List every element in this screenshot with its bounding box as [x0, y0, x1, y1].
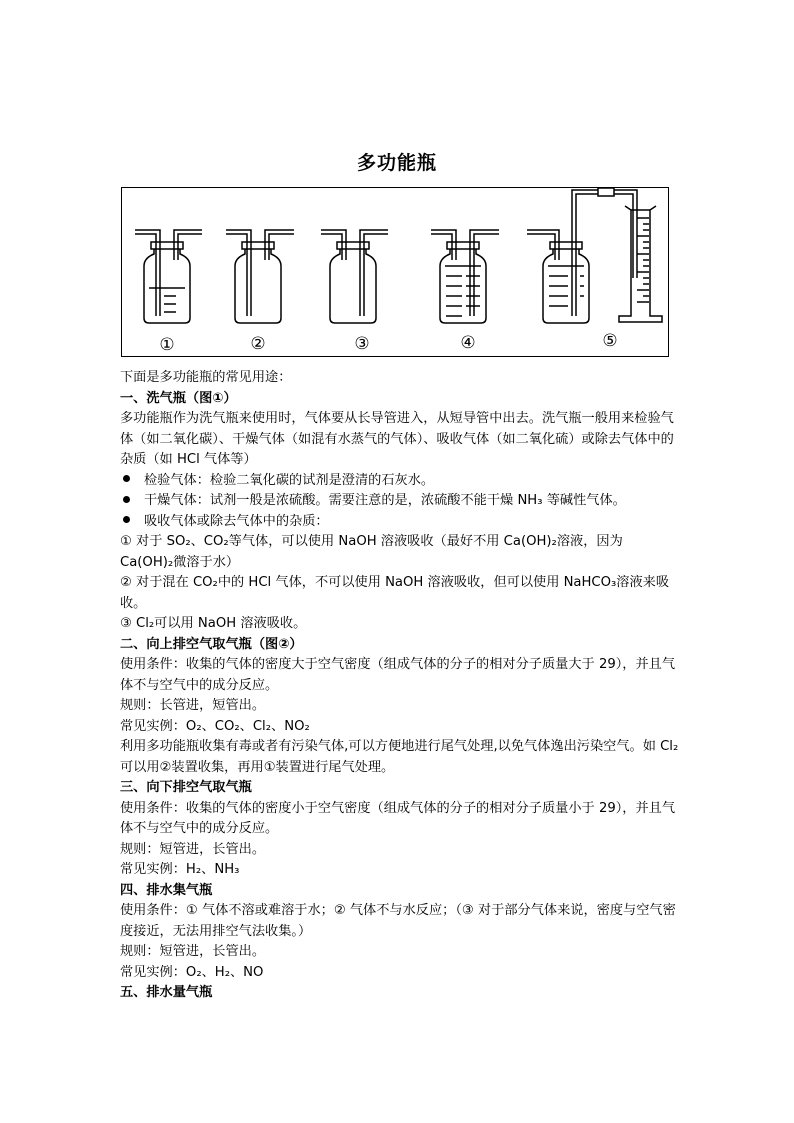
numbered-item-2: ② 对于混在 CO₂中的 HCl 气体，不可以使用 NaOH 溶液吸收，但可以使用 NaHCO₃溶液来吸收。: [120, 575, 670, 611]
section-1-paragraph: 多功能瓶作为洗气瓶来使用时，气体要从长导管进入，从短导管中出去。洗气瓶一般用来检验气体（如二氧化碳）、干燥气体（如混有水蒸气的气体）、吸收气体（如二氧化硫）或除去气体中的杂质（如 HCl 气体等）: [120, 411, 674, 467]
bottle-1: [135, 230, 202, 323]
section-5-heading: 五、排水量气瓶: [120, 985, 213, 1000]
bullet-icon: [123, 475, 130, 482]
intro: 下面是多功能瓶的常见用途：: [120, 370, 292, 385]
bullet-item: [120, 512, 680, 533]
figure-label-2: ②: [250, 334, 266, 354]
section-1-heading: 一、洗气瓶（图①）: [120, 390, 237, 406]
section-2-examples: 常见实例：O₂、CO₂、Cl₂、NO₂: [120, 718, 310, 734]
section-4-rule: 规则：短管进，长管出。: [120, 944, 266, 959]
bottle-figure: [121, 187, 669, 357]
bullet-item: [120, 491, 680, 512]
numbered-item-1: ① 对于 SO₂、CO₂等气体，可以使用 NaOH 溶液吸收（最好不用 Ca(OH)₂溶液，因为 Ca(OH)₂微溶于水）: [120, 534, 623, 570]
section-4-examples: 常见实例：O₂、H₂、NO: [120, 964, 264, 980]
section-2-note: 利用多功能瓶收集有毒或者有污染气体,可以方便地进行尾气处理,以免气体逸出污染空气。如 Cl₂可以用②装置收集，再用①装置进行尾气处理。: [120, 739, 679, 775]
section-3-condition: 使用条件：收集的气体的密度小于空气密度（组成气体的分子的相对分子质量小于 29），并且气体不与空气中的成分反应。: [120, 800, 676, 836]
section-4-condition: 使用条件：① 气体不溶或难溶于水；② 气体不与水反应；（③ 对于部分气体来说，密度与空气密度接近，无法用排空气法收集。）: [120, 903, 676, 939]
page-title: 多功能瓶: [356, 152, 437, 174]
figure-label-3: ③: [354, 334, 370, 354]
bullet-item: [120, 471, 680, 492]
section-3-heading: 三、向下排空气取气瓶: [120, 780, 252, 795]
section-2-rule: 规则：长管进，短管出。: [120, 698, 266, 713]
section-4-heading: 四、排水集气瓶: [120, 882, 213, 898]
bottles-diagram: [122, 188, 668, 356]
figure-label-1: ①: [159, 335, 175, 355]
body-text: [120, 368, 680, 1004]
figure-label-4: ④: [460, 333, 476, 353]
bullet-text: 干燥气体：试剂一般是浓硫酸。需要注意的是，浓硫酸不能干燥 NH₃ 等碱性气体。: [144, 493, 626, 508]
graduated-cylinder: [619, 206, 662, 322]
bullet-text: 检验气体：检验二氧化碳的试剂是澄清的石灰水。: [144, 472, 435, 488]
section-3-rule: 规则：短管进，长管出。: [120, 841, 266, 857]
bullet-text: 吸收气体或除去气体中的杂质：: [144, 513, 329, 529]
bottle-4: [431, 230, 499, 323]
bullet-icon: [123, 496, 130, 503]
bottle-2: [226, 230, 294, 323]
section-3-examples: 常见实例：H₂、NH₃: [120, 862, 240, 877]
numbered-item-3: ③ Cl₂可以用 NaOH 溶液吸收。: [120, 616, 307, 631]
figure-label-5: ⑤: [602, 331, 618, 351]
bullet-icon: [123, 516, 130, 523]
section-2-heading: 二、向上排空气取气瓶（图②）: [120, 636, 303, 652]
bottle-3: [321, 230, 388, 323]
section-2-condition: 使用条件：收集的气体的密度大于空气密度（组成气体的分子的相对分子质量大于 29），并且气体不与空气中的成分反应。: [120, 657, 676, 693]
bottle-5: [527, 188, 637, 323]
